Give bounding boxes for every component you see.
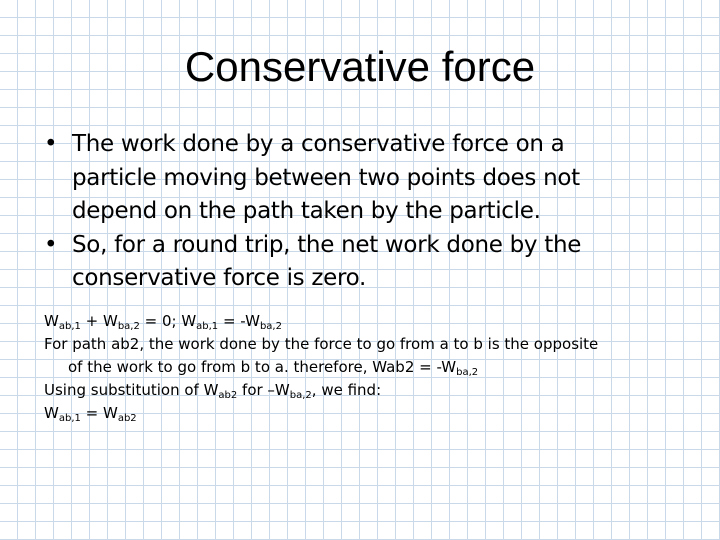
bullet-marker: •	[44, 231, 58, 258]
subscript: ab2	[117, 413, 137, 424]
eq-text: + W	[80, 312, 118, 330]
bullet-line: So, for a round trip, the net work done by the	[72, 231, 582, 258]
eq-text: = -W	[218, 312, 260, 330]
paragraph-line	[44, 356, 704, 379]
bullet-line: conservative force is zero.	[72, 265, 367, 291]
paragraph-line: For path ab2, the work done by the force to go from a to b is the opposite	[44, 335, 599, 353]
bullet-item	[44, 128, 704, 229]
subscript: ab,1	[58, 321, 81, 332]
subscript: ba,2	[259, 321, 282, 332]
bullet-line: depend on the path taken by the particle.	[72, 198, 541, 224]
equation-line	[44, 402, 704, 425]
subscript: ab,1	[196, 321, 219, 332]
bullet-marker: •	[44, 131, 58, 157]
eq-text: W	[44, 404, 59, 422]
body-text	[44, 310, 704, 425]
subscript: ba,2	[289, 390, 312, 401]
para-text: of the work to go from b to a. therefore, Wab2 = -W	[68, 358, 457, 376]
para-text: Using substitution of W	[44, 381, 219, 399]
subscript: ab,1	[58, 413, 81, 424]
bullet-line: The work done by a conservative force on a	[72, 131, 565, 157]
slide-title: Conservative force	[184, 43, 536, 90]
eq-text: = W	[80, 404, 118, 422]
bullet-item	[44, 229, 704, 296]
subscript: ba,2	[117, 321, 140, 332]
bullet-line: particle moving between two points does not	[72, 164, 580, 191]
para-text: , we find:	[311, 381, 382, 399]
subscript: ba,2	[456, 367, 479, 378]
bullet-list	[44, 128, 704, 296]
eq-text: = 0; W	[139, 312, 197, 330]
eq-text: W	[44, 312, 59, 330]
para-text: for –W	[237, 381, 290, 399]
subscript: ab2	[218, 390, 238, 401]
paragraph-line	[44, 379, 704, 402]
equation-line	[44, 310, 704, 333]
